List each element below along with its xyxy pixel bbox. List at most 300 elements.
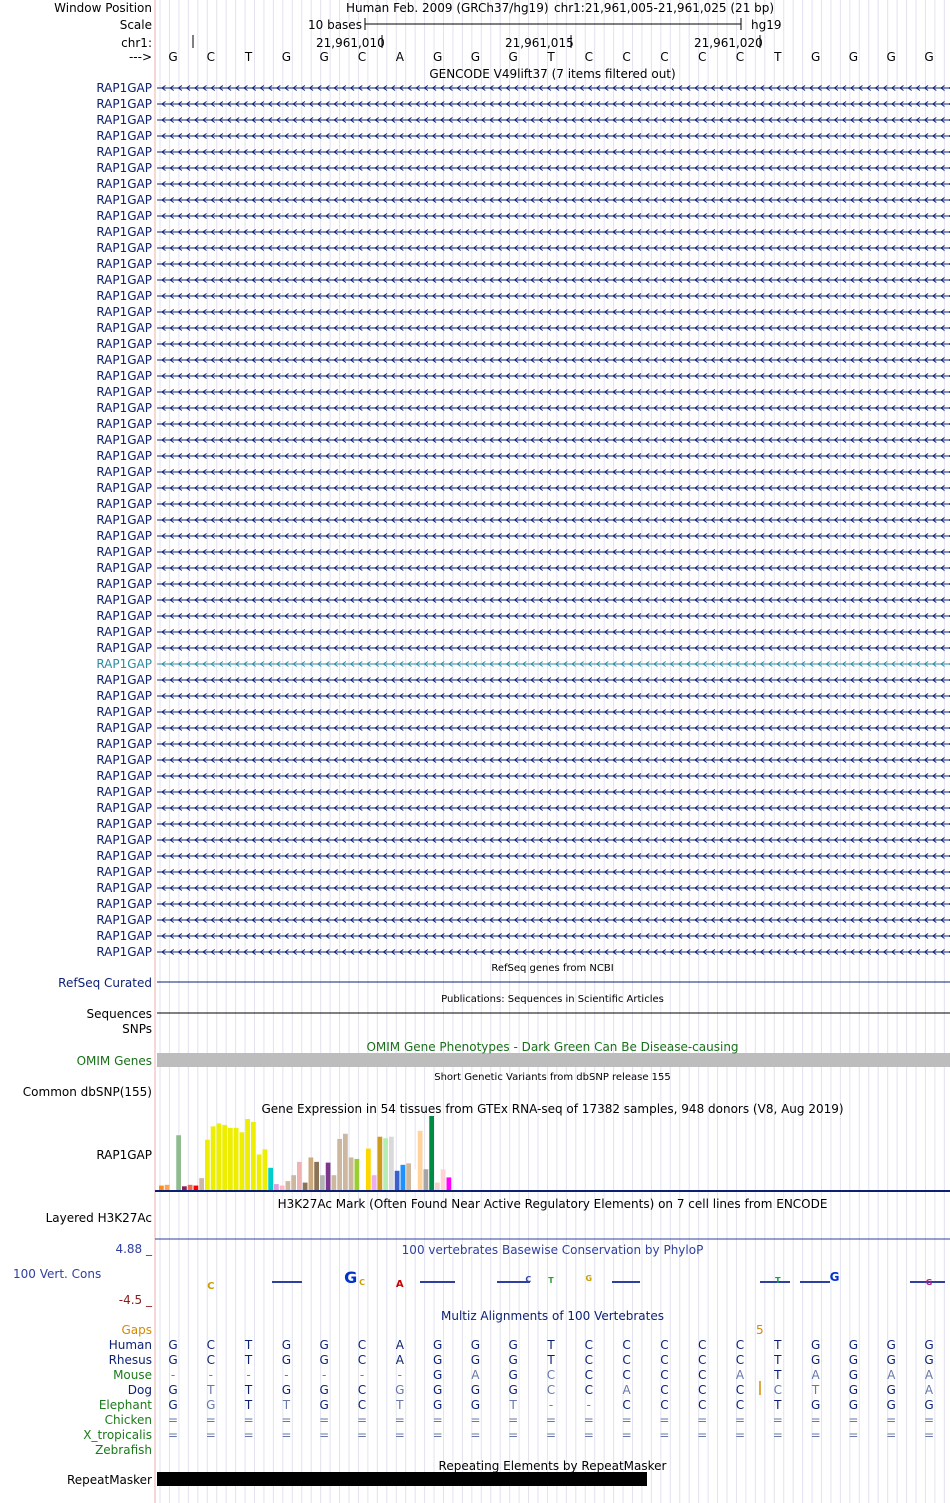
multiz-species-label[interactable]: Chicken [104,1413,152,1427]
multiz-base: C [660,1398,669,1412]
multiz-base: A [395,1338,404,1352]
multiz-base: C [697,1368,707,1382]
multiz-base: C [735,1338,745,1352]
multiz-base: = [734,1413,746,1427]
multiz-base: C [584,1383,593,1397]
gtex-tissue-bar[interactable] [355,1159,360,1190]
multiz-base: A [924,1368,934,1382]
multiz-base: = [508,1428,519,1442]
multiz-base: C [357,1398,367,1412]
phylop-base-glyph: T [775,1276,781,1285]
gencode-item-label[interactable]: RAP1GAP [96,577,152,591]
strand-label: ---> [128,50,152,64]
gencode-item-label[interactable]: RAP1GAP [96,129,152,143]
multiz-base: - [284,1368,289,1382]
multiz-base: C [622,1398,631,1412]
gencode-item-label[interactable]: RAP1GAP [96,145,152,159]
multiz-base: T [282,1398,291,1412]
gencode-item-label[interactable]: RAP1GAP [96,401,152,415]
multiz-species-label[interactable]: Dog [127,1383,152,1397]
multiz-base: C [697,1398,707,1412]
gtex-tissue-bar[interactable] [291,1175,296,1190]
gencode-item-label[interactable]: RAP1GAP [96,865,152,879]
phylop-base-glyph: C [525,1275,532,1284]
gtex-tissue-bar[interactable] [424,1169,429,1190]
gencode-item-label[interactable]: RAP1GAP [96,417,152,431]
gencode-item-label[interactable]: RAP1GAP [96,913,152,927]
gtex-tissue-bar[interactable] [205,1140,210,1190]
multiz-base: A [622,1383,631,1397]
multiz-base: G [470,1383,481,1397]
multiz-base: C [622,1368,631,1382]
multiz-base: - [548,1398,554,1412]
multiz-base: G [168,1353,178,1367]
multiz-base: G [508,1338,518,1352]
gtex-tissue-bar[interactable] [234,1128,239,1190]
multiz-base: G [319,1338,329,1352]
gtex-tissue-bar[interactable] [343,1134,348,1190]
phylop-base-glyph: T [548,1276,554,1285]
multiz-base: G [168,1383,178,1397]
gtex-tissue-bar[interactable] [349,1157,354,1190]
multiz-base: G [886,1383,896,1397]
multiz-base: = [621,1413,632,1427]
gtex-tissue-bar[interactable] [274,1184,279,1190]
multiz-base: G [432,1383,443,1397]
multiz-base: - [208,1368,213,1382]
gencode-item-label[interactable]: RAP1GAP [96,561,152,575]
gtex-tissue-bar[interactable] [395,1171,400,1190]
gencode-item-label[interactable]: RAP1GAP [96,689,152,703]
gtex-tissue-bar[interactable] [268,1168,273,1190]
multiz-species-label[interactable]: Human [108,1338,152,1352]
multiz-species-label[interactable]: X_tropicalis [83,1428,152,1442]
multiz-base: G [319,1398,329,1412]
multiz-base: T [774,1353,782,1367]
gtex-tissue-bar[interactable] [309,1157,314,1190]
multiz-base: G [395,1383,405,1397]
gencode-item-label[interactable]: RAP1GAP [96,529,152,543]
multiz-base: = [319,1428,330,1442]
gencode-item-label[interactable]: RAP1GAP [96,209,152,223]
gtex-track-title[interactable]: Gene Expression in 54 tissues from GTEx RNA-seq of 17382 samples, 948 donors (V8, Aug 2019) [261,1102,844,1116]
multiz-base: C [584,1368,593,1382]
gencode-item-label[interactable]: RAP1GAP [96,353,152,367]
base-letter: C [660,50,669,64]
gencode-item-label[interactable]: RAP1GAP [96,481,152,495]
omim-track-title[interactable]: OMIM Gene Phenotypes - Dark Green Can Be Disease-causing [366,1040,739,1054]
multiz-base: A [471,1368,480,1382]
multiz-base: = [886,1428,897,1442]
multiz-base: C [660,1368,669,1382]
coord-label: 21,961,015 [505,36,574,50]
multiz-base: = [923,1428,935,1442]
gencode-track-title[interactable]: GENCODE V49lift37 (7 items filtered out) [429,67,676,81]
multiz-base: - [397,1368,402,1382]
scale-text: 10 bases [308,18,362,32]
gtex-tissue-bar[interactable] [366,1149,371,1190]
multiz-base: T [207,1383,215,1397]
gencode-item-label[interactable]: RAP1GAP [96,449,152,463]
gtex-tissue-bar[interactable] [372,1175,377,1190]
multiz-base: T [547,1353,555,1367]
gencode-item-label[interactable]: RAP1GAP [96,369,152,383]
base-letter: G [432,50,443,64]
multiz-base: G [168,1398,178,1412]
multiz-base: = [432,1413,443,1427]
publications-track-title[interactable]: Publications: Sequences in Scientific Articles [441,994,664,1005]
gtex-tissue-bar[interactable] [159,1186,164,1190]
base-letter: C [206,50,215,64]
multiz-base: A [811,1368,820,1382]
multiz-base: G [432,1338,443,1352]
multiz-base: A [735,1368,745,1382]
gtex-tissue-bar[interactable] [211,1126,216,1190]
multiz-base: = [243,1413,254,1427]
multiz-base: = [319,1413,330,1427]
gencode-item-label[interactable]: RAP1GAP [96,769,152,783]
gencode-item-label[interactable]: RAP1GAP [96,81,152,95]
gtex-tissue-bar[interactable] [303,1183,308,1190]
gencode-item-label[interactable]: RAP1GAP [96,593,152,607]
gtex-tissue-bar[interactable] [240,1132,245,1190]
multiz-base: - [586,1398,591,1412]
gencode-item-label[interactable]: RAP1GAP [96,833,152,847]
gencode-item-label[interactable]: RAP1GAP [96,273,152,287]
multiz-base: - [359,1368,365,1382]
gencode-item-label[interactable]: RAP1GAP [96,241,152,255]
gencode-item-label[interactable]: RAP1GAP [96,945,152,959]
chrom-label: chr1: [121,36,152,50]
gtex-tissue-bar[interactable] [314,1162,319,1190]
multiz-base: A [924,1383,934,1397]
dbsnp-track-title[interactable]: Short Genetic Variants from dbSNP release 155 [434,1072,671,1083]
coord-label: 21,961,020 [694,36,763,50]
multiz-base: G [886,1338,896,1352]
gtex-tissue-bar[interactable] [245,1119,250,1190]
gtex-tissue-bar[interactable] [320,1175,325,1190]
gtex-tissue-bar[interactable] [447,1177,452,1190]
multiz-base: = [356,1413,368,1427]
gtex-tissue-bar[interactable] [171,1189,176,1190]
repeatmasker-feature[interactable] [157,1472,647,1486]
multiz-base: G [848,1338,859,1352]
base-letter: C [622,50,631,64]
multiz-base: G [924,1353,934,1367]
multiz-base: = [470,1428,481,1442]
base-letter: G [810,50,821,64]
multiz-base: C [660,1353,669,1367]
base-letter: G [319,50,329,64]
multiz-base: = [621,1428,632,1442]
gtex-tissue-bar[interactable] [217,1123,222,1190]
multiz-base: T [244,1398,253,1412]
multiz-base: C [697,1338,707,1352]
multiz-base: C [357,1383,367,1397]
gtex-tissue-bar[interactable] [251,1122,256,1190]
multiz-base: C [622,1338,631,1352]
multiz-base: = [734,1428,746,1442]
multiz-base: G [432,1353,443,1367]
multiz-base: C [584,1338,593,1352]
multiz-base: G [281,1338,292,1352]
gencode-item-label[interactable]: RAP1GAP [96,929,152,943]
multiz-base: A [887,1368,896,1382]
scale-label: Scale [119,18,152,32]
base-letter: G [281,50,292,64]
multiz-base: - [170,1368,176,1382]
omim-feature[interactable] [157,1053,950,1067]
gencode-item-label[interactable]: RAP1GAP [96,609,152,623]
multiz-base: = [243,1428,254,1442]
multiz-base: = [697,1413,708,1427]
gencode-item-label[interactable]: RAP1GAP [96,113,152,127]
gencode-item-label[interactable]: RAP1GAP [96,289,152,303]
multiz-base: G [810,1353,821,1367]
multiz-base: T [547,1338,555,1352]
multiz-base: T [396,1398,404,1412]
base-letter: G [168,50,178,64]
multiz-base: C [357,1353,367,1367]
base-letter: G [848,50,859,64]
gencode-item-label[interactable]: RAP1GAP [96,257,152,271]
gencode-item-label[interactable]: RAP1GAP [96,897,152,911]
multiz-base: G [924,1398,934,1412]
multiz-base: = [356,1428,368,1442]
multiz-base: = [545,1413,557,1427]
phylop-track-label[interactable]: 100 Vert. Cons [13,1267,102,1281]
multiz-base: = [470,1413,481,1427]
multiz-base: = [545,1428,557,1442]
coord-label: 21,961,010 [316,36,385,50]
gtex-tissue-bar[interactable] [222,1125,227,1190]
multiz-base: C [206,1338,215,1352]
gencode-item-label[interactable]: RAP1GAP [96,305,152,319]
multiz-base: = [205,1413,216,1427]
multiz-base: - [246,1368,251,1382]
multiz-base: = [659,1413,670,1427]
gtex-tissue-bar[interactable] [412,1169,417,1190]
gencode-item-label[interactable]: RAP1GAP [96,881,152,895]
multiz-base: = [659,1428,670,1442]
position-readout: chr1:21,961,005-21,961,025 (21 bp) [554,1,775,15]
gtex-tissue-bar[interactable] [280,1186,285,1190]
multiz-base: = [848,1428,859,1442]
multiz-base: C [697,1353,707,1367]
gtex-tissue-bar[interactable] [383,1138,388,1190]
gtex-tissue-bar[interactable] [418,1131,423,1190]
assembly-title: Human Feb. 2009 (GRCh37/hg19) [346,1,549,15]
multiz-base: = [772,1428,783,1442]
multiz-base: = [281,1413,292,1427]
gencode-item-label[interactable]: RAP1GAP [96,625,152,639]
phylop-base-glyph: G [344,1268,358,1287]
base-letter: T [244,50,253,64]
gencode-item-label[interactable]: RAP1GAP [96,849,152,863]
refseq-track-label[interactable]: RefSeq Curated [58,976,152,990]
phylop-base-glyph: G [925,1278,933,1287]
base-letter: C [697,50,707,64]
gaps-label: Gaps [121,1323,152,1337]
gencode-item-label[interactable]: RAP1GAP [96,545,152,559]
gtex-tissue-bar[interactable] [286,1181,291,1190]
repeatmasker-track-label[interactable]: RepeatMasker [66,1473,152,1487]
multiz-species-label[interactable]: Mouse [113,1368,152,1382]
base-letter: T [547,50,555,64]
base-letter: C [357,50,367,64]
phylop-base-glyph: G [829,1270,840,1284]
gtex-tissue-bar[interactable] [429,1116,434,1190]
multiz-base: = [923,1413,935,1427]
multiz-base: = [167,1413,179,1427]
base-letter: G [924,50,934,64]
multiz-base: C [660,1383,669,1397]
phylop-base-glyph: G [585,1274,593,1283]
multiz-base: G [810,1338,821,1352]
gencode-item-label[interactable]: RAP1GAP [96,177,152,191]
gencode-item-label[interactable]: RAP1GAP [96,497,152,511]
gtex-tissue-bar[interactable] [165,1185,170,1190]
multiz-species-label[interactable]: Elephant [98,1398,152,1412]
multiz-base: G [924,1338,934,1352]
gencode-item-label[interactable]: RAP1GAP [96,673,152,687]
gap-count: 5 [756,1323,764,1337]
gencode-item-label[interactable]: RAP1GAP [96,657,152,671]
multiz-base: = [508,1413,519,1427]
base-letter: C [735,50,745,64]
multiz-base: G [319,1353,329,1367]
gencode-item-label[interactable]: RAP1GAP [96,513,152,527]
multiz-base: T [811,1383,820,1397]
omim-track-label[interactable]: OMIM Genes [76,1054,152,1068]
multiz-base: T [244,1338,253,1352]
gtex-plot-area [155,1116,950,1192]
h3k27ac-track-label[interactable]: Layered H3K27Ac [45,1211,152,1225]
base-letter: T [774,50,782,64]
multiz-base: C [357,1338,367,1352]
gencode-item-label[interactable]: RAP1GAP [96,705,152,719]
multiz-base: T [509,1398,517,1412]
gtex-tissue-bar[interactable] [188,1185,193,1190]
multiz-base: = [205,1428,216,1442]
multiz-base: G [470,1338,481,1352]
gtex-tissue-bar[interactable] [389,1137,394,1190]
multiz-species-label[interactable]: Zebrafish [95,1443,152,1457]
gencode-item-label[interactable]: RAP1GAP [96,337,152,351]
h3k27ac-track-title[interactable]: H3K27Ac Mark (Often Found Near Active Regulatory Elements) on 7 cell lines from ENCODE [277,1197,828,1211]
publications-track-label[interactable]: Sequences [86,1007,152,1021]
gencode-item-label[interactable]: RAP1GAP [96,465,152,479]
gtex-tissue-bar[interactable] [337,1139,342,1190]
multiz-base: T [774,1368,782,1382]
multiz-base: C [735,1353,745,1367]
multiz-base: G [886,1398,896,1412]
gencode-item-label[interactable]: RAP1GAP [96,161,152,175]
gtex-tissue-bar[interactable] [360,1169,365,1190]
phylop-base-glyph: C [207,1281,215,1292]
gtex-tissue-bar[interactable] [326,1163,331,1190]
gtex-tissue-bar[interactable] [194,1186,199,1190]
multiz-base: = [697,1428,708,1442]
multiz-base: C [546,1383,556,1397]
refseq-track-title[interactable]: RefSeq genes from NCBI [491,963,614,974]
base-letter: G [886,50,896,64]
multiz-base: G [168,1338,178,1352]
multiz-base: G [886,1353,896,1367]
gencode-item-label[interactable]: RAP1GAP [96,385,152,399]
gtex-tissue-bar[interactable] [297,1162,302,1190]
multiz-track-title[interactable]: Multiz Alignments of 100 Vertebrates [440,1309,665,1323]
multiz-species-label[interactable]: Rhesus [108,1353,152,1367]
gtex-tissue-bar[interactable] [378,1137,383,1190]
multiz-base: = [394,1413,405,1427]
multiz-base: G [508,1368,518,1382]
snps-track-label[interactable]: SNPs [122,1022,152,1036]
gencode-item-label[interactable]: RAP1GAP [96,753,152,767]
multiz-base: C [584,1353,593,1367]
multiz-base: G [432,1368,443,1382]
multiz-base: = [432,1428,443,1442]
gtex-track-label[interactable]: RAP1GAP [96,1148,152,1162]
gencode-item-label[interactable]: RAP1GAP [96,193,152,207]
gencode-item-label[interactable]: RAP1GAP [96,433,152,447]
gtex-tissue-bar[interactable] [228,1128,233,1190]
gtex-tissue-bar[interactable] [435,1183,440,1190]
gtex-tissue-bar[interactable] [406,1163,411,1190]
gencode-item-label[interactable]: RAP1GAP [96,817,152,831]
multiz-base: C [660,1338,669,1352]
multiz-base: C [546,1368,556,1382]
gtex-tissue-bar[interactable] [401,1165,406,1190]
multiz-base: G [848,1368,859,1382]
gencode-item-label[interactable]: RAP1GAP [96,225,152,239]
multiz-base: = [810,1428,821,1442]
phylop-base-glyph: A [395,1279,404,1290]
multiz-base: G [810,1398,821,1412]
gencode-item-label[interactable]: RAP1GAP [96,801,152,815]
gtex-tissue-bar[interactable] [176,1135,181,1190]
multiz-base: T [774,1338,782,1352]
gencode-item-label[interactable]: RAP1GAP [96,737,152,751]
window-position-label: Window Position [54,1,152,15]
gencode-item-label[interactable]: RAP1GAP [96,641,152,655]
base-letter: G [470,50,481,64]
gtex-tissue-bar[interactable] [332,1175,337,1190]
multiz-base: G [281,1383,292,1397]
gtex-tissue-bar[interactable] [441,1169,446,1190]
scale-db: hg19 [751,18,782,32]
phylop-track-title[interactable]: 100 vertebrates Basewise Conservation by PhyloP [401,1243,704,1257]
multiz-base: G [848,1353,859,1367]
multiz-base: C [697,1383,707,1397]
gencode-item-label[interactable]: RAP1GAP [96,721,152,735]
multiz-base: T [244,1353,253,1367]
multiz-base: G [319,1383,329,1397]
gencode-item-label[interactable]: RAP1GAP [96,785,152,799]
phylop-base-glyph: C [359,1278,365,1287]
dbsnp-track-label[interactable]: Common dbSNP(155) [22,1085,152,1099]
multiz-base: G [206,1398,216,1412]
gtex-tissue-bar[interactable] [199,1178,204,1190]
gtex-tissue-bar[interactable] [182,1186,187,1190]
gencode-item-label[interactable]: RAP1GAP [96,97,152,111]
multiz-base: G [470,1398,481,1412]
gencode-item-label[interactable]: RAP1GAP [96,321,152,335]
gtex-tissue-bar[interactable] [257,1154,262,1190]
multiz-base: G [848,1383,859,1397]
gtex-tissue-bar[interactable] [263,1149,268,1190]
repeatmasker-track-title[interactable]: Repeating Elements by RepeatMasker [438,1459,667,1473]
